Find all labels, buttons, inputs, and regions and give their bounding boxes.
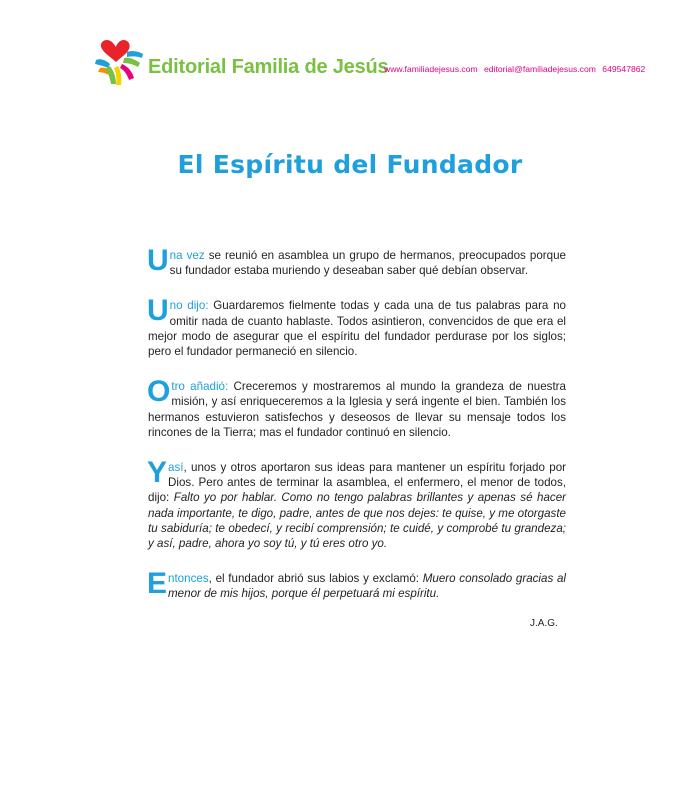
paragraph (147, 294, 566, 359)
lead-words: na vez (169, 249, 205, 262)
brand-name: Editorial Familia de Jesús (148, 56, 389, 78)
page-header (94, 38, 646, 88)
email-link[interactable]: editorial@familiadejesus.com (484, 64, 596, 74)
author-signature: J.A.G. (530, 618, 558, 629)
paragraph-text: Creceremos y mostraremos al mundo la grandeza de nuestra misión, y así enriqueceremos a la Iglesia y será ingente el bien. También los hermanos estuvieron satisfechos y deseosos de llevar su mensaje todos los rincones de la Tierra; mas el fundador continuó en silencio. (148, 380, 566, 439)
drop-cap: E (147, 567, 168, 601)
paragraph-text: , unos y otros aportaron sus ideas para mantener un espíritu forjado por Dios. Pero antes de terminar la asamblea, el enfermero, el menor de todos, dijo: (148, 461, 566, 505)
drop-cap: U (147, 244, 169, 277)
drop-cap: U (147, 294, 169, 328)
lead-words: así (168, 461, 184, 475)
lead-words: ntonces (168, 572, 209, 586)
lead-words: tro añadió: (171, 380, 229, 394)
paragraph (147, 244, 566, 278)
paragraph-text: se reunió en asamblea un grupo de hermanos, preocupados porque su fundador estaba muriendo y deseaban saber qué debían observar. (169, 249, 566, 278)
website-link[interactable]: www.familiadejesus.com (384, 64, 478, 74)
italic-quote: Falto yo por hablar. Como no tengo palabras brillantes y apenas sé hacer nada importante, te digo, padre, antes de que nos dejes: te quise, y me otorgaste tu sabiduría; te obedecí, y recibí comprensión; te cuidé, y comprobé tu grandeza; y así, padre, ahora yo soy tú, y tú eres otro yo. (148, 491, 566, 551)
story-body (147, 244, 566, 622)
phone-number: 649547862 (602, 64, 646, 74)
paragraph (147, 567, 566, 601)
contact-info (384, 64, 649, 74)
lead-words: no dijo: (169, 299, 209, 313)
italic-quote: Muero consolado gracias al menor de mis hijos, porque él perpetuará mi espíritu. (168, 572, 566, 601)
paragraph-text: , el fundador abrió sus labios y exclamó: (208, 572, 423, 586)
hands-heart-logo-icon (94, 38, 146, 86)
paragraph (147, 456, 566, 551)
drop-cap: Y (147, 456, 168, 490)
paragraph (147, 375, 566, 440)
drop-cap: O (147, 375, 171, 409)
paragraph-text: Guardaremos fielmente todas y cada una de tus palabras para no omitir nada de cuanto hablaste. Todos asintieron, convencidos de que era el mejor modo de asegurar que el espíritu del fundador perdurase por los siglos; pero el fundador permaneció en silencio. (148, 299, 566, 359)
page-title: El Espíritu del Fundador (177, 150, 523, 179)
